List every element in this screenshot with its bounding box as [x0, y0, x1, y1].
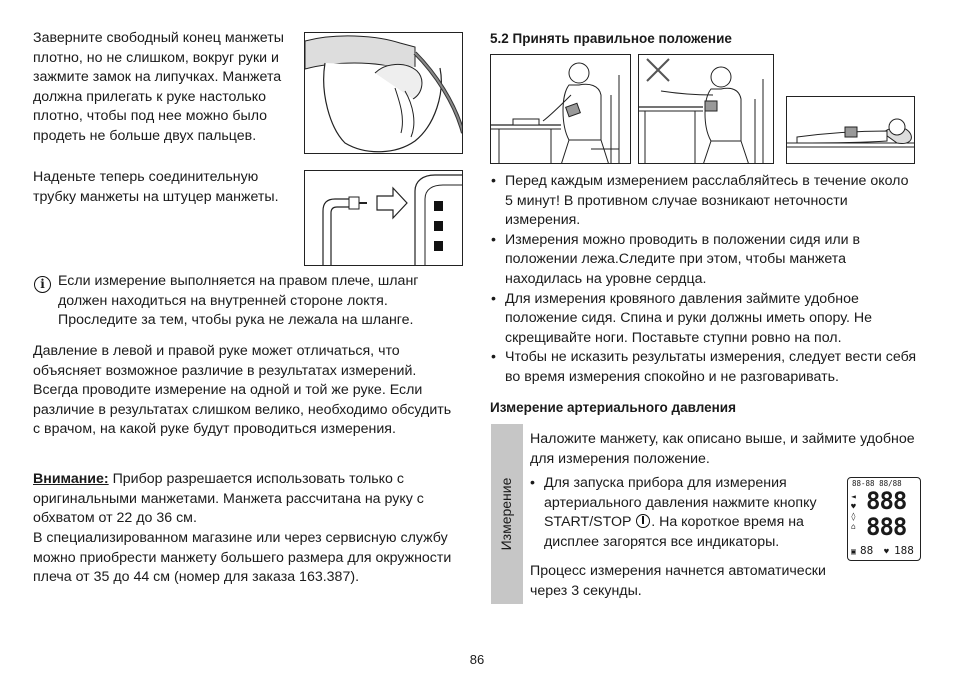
cuff-wrap-text: Заверните свободный конец манжеты плотно, но не слишком, вокруг руки и зажмите замок на липучках. Манжета должна прилегать к руке настолько плотно, чтобы под нее можно было продеть не больше двух пальцев.	[33, 30, 284, 144]
auto-start-text: Процесс измерения начнется автоматически через 3 секунды.	[530, 563, 826, 599]
store-text: В специализированном магазине или через сервисную службу можно приобрести манжету большего размера для окружности плеча от 35 до 44 см (номер для заказа 163.387).	[33, 530, 452, 586]
lcd-systolic: 888	[866, 487, 907, 515]
lcd-side-icons: ◄ ♥ ◊ ⌂	[851, 492, 856, 531]
cuff-wrap-illustration	[304, 32, 463, 154]
list-item: • Чтобы не исказить результаты измерения, следует вести себя во время измерения спокойно и не разговаривать.	[491, 348, 919, 387]
lcd-memory-icon: ▣	[851, 547, 856, 556]
list-item	[530, 474, 830, 552]
start-bullet-list	[530, 474, 830, 552]
power-icon	[636, 514, 650, 528]
cuff-instruction: Наложите манжету, как описано выше, и займите удобное для измерения положение.	[530, 431, 915, 467]
posture-bullet-list	[491, 172, 919, 388]
info-icon: i	[34, 276, 51, 293]
lcd-memory: 88	[860, 544, 874, 557]
heart-icon: ♥	[884, 547, 889, 556]
section-heading: 5.2 Принять правильное положение	[490, 31, 732, 46]
arm-difference-text: Давление в левой и правой руке может отличаться, что объясняет возможное различие в результатах измерений. Всегда проводите измерение на одной и той же руке. Если различие в результатах слишком велико, необходимо обсудить с врачом, на какой руке будут проводиться измерения.	[33, 343, 452, 438]
measure-heading: Измерение артериального давления	[490, 400, 736, 415]
page-number: 86	[469, 652, 485, 667]
list-item: • Перед каждым измерением расслабляйтесь в течение около 5 минут! В противном случае возникают неточности измерения.	[491, 172, 919, 231]
tube-text: Наденьте теперь соединительную трубку манжеты на штуцер манжеты.	[33, 169, 279, 205]
start-text-after: . На короткое время на дисплее загорятся все индикаторы.	[544, 514, 804, 550]
posture-incorrect-illustration	[638, 54, 774, 164]
start-text-before: Для запуска прибора для измерения артериального давления нажмите кнопку START/STOP	[544, 475, 817, 531]
list-item: • Для измерения кровяного давления займите удобное положение сидя. Спина и руки должны иметь опору. Не скрещивайте ноги. Поставьте ступни ровно на пол.	[491, 290, 919, 349]
info-note: Если измерение выполняется на правом плече, шланг должен находиться на внутренней стороне локтя. Проследите за тем, чтобы рука не лежала на шланге.	[58, 273, 419, 329]
sidebar-label: Измерение	[498, 477, 515, 551]
lcd-top-row: 88-88 88/88	[852, 479, 902, 488]
posture-correct-illustration	[490, 54, 631, 164]
lcd-display	[847, 477, 921, 561]
posture-lying-illustration	[786, 96, 915, 164]
list-item: • Измерения можно проводить в положении сидя или в положении лежа.Следите при этом, чтобы манжета находилась на уровне сердца.	[491, 231, 919, 290]
lcd-pulse: 188	[894, 544, 914, 557]
section-sidebar-tab	[491, 424, 523, 604]
attention-text: Прибор разрешается использовать только с оригинальными манжетами. Манжета рассчитана на руку с обхватом от 22 до 36 см.	[33, 471, 424, 527]
attention-label: Внимание:	[33, 471, 109, 487]
lcd-diastolic: 888	[866, 513, 907, 541]
tube-connector-illustration	[304, 170, 463, 266]
attention-paragraph	[33, 470, 465, 529]
